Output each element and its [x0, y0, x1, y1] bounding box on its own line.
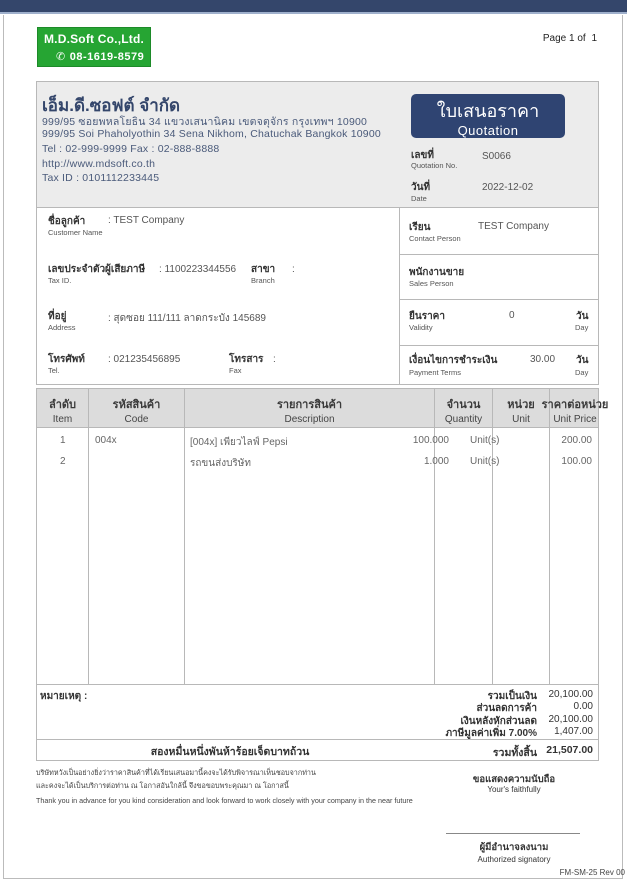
form-code: FM-SM-25 Rev 00 [559, 868, 625, 877]
company-tax-id: Tax ID : 0101112233445 [42, 172, 160, 184]
terms-unit: วัน [576, 355, 589, 366]
col-header-item-en: Item [52, 414, 73, 425]
signatory-th: ผู้มีอำนาจลงนาม [479, 842, 549, 853]
customer-name-label-en: Customer Name [48, 228, 103, 237]
company-website: http://www.mdsoft.co.th [42, 158, 156, 170]
row2-description: รถขนส่งบริษัท [190, 458, 251, 469]
col-header-price-th: ราคาต่อหน่วย [541, 399, 609, 411]
row2-item: 2 [60, 456, 66, 467]
page-label: Page 1 of [542, 33, 586, 44]
fax-label-en: Fax [229, 366, 242, 375]
customer-branch: : [292, 264, 295, 275]
address-label-en: Address [48, 323, 76, 332]
vat-label: ภาษีมูลค่าเพิ่ม 7.00% [445, 728, 537, 739]
row1-unit: Unit(s) [470, 435, 500, 446]
col-header-item-th: ลำดับ [48, 399, 77, 411]
remark-label: หมายเหตุ : [40, 691, 88, 702]
sales-label: พนักงานขาย [409, 267, 465, 278]
col-header-unit-price [541, 389, 609, 429]
validity-unit-en: Day [575, 323, 589, 332]
items-table-body [36, 427, 599, 685]
customer-tel: : 021235456895 [108, 354, 181, 365]
col-header-description [185, 389, 435, 429]
date-label-en: Date [411, 194, 427, 203]
row1-description: [004x] เพียวไลฟ์ Pepsi [190, 437, 288, 448]
after-discount-label: เงินหลังหักส่วนลด [460, 716, 537, 727]
col-header-qty-th: จำนวน [446, 399, 481, 411]
terms-label-en: Payment Terms [409, 368, 461, 377]
row1-price: 200.00 [561, 435, 592, 446]
sales-label-en: Sales Person [409, 279, 454, 288]
logo-phone [56, 50, 144, 63]
quotation-no-label: เลขที่ [411, 150, 434, 161]
col-header-desc-en: Description [284, 414, 335, 425]
terms-value: 30.00 [530, 354, 556, 365]
branch-label-en: Branch [251, 276, 275, 285]
col-code [89, 428, 185, 684]
closing-en: Your's faithfully [487, 785, 541, 794]
footer-note-en: Thank you in advance for you kind consideration and look forward to work closely with your company in the near future [36, 796, 413, 805]
grand-total-value: 21,507.00 [546, 744, 593, 756]
company-logo [37, 27, 151, 67]
col-header-code [89, 389, 185, 429]
page-total: 1 [591, 33, 597, 44]
row1-code: 004x [95, 435, 117, 446]
footer-note-th-1: บริษัทหวังเป็นอย่างยิ่งว่าราคาสินค้าที่ได้เรียนเสนอมานี้คงจะได้รับพิจารณาเห็นชอบจากท่าน [36, 768, 316, 777]
branch-label: สาขา [251, 264, 276, 275]
contact-label: เรียน [409, 222, 431, 233]
badge-title-en: Quotation [457, 123, 519, 138]
discount-value: 0.00 [573, 701, 593, 712]
vat-value: 1,407.00 [554, 726, 593, 737]
col-header-code-th: รหัสสินค้า [112, 399, 161, 411]
quotation-badge [411, 94, 565, 138]
row1-quantity: 100.000 [412, 435, 449, 446]
page-indicator [540, 33, 597, 44]
validity-value: 0 [509, 310, 515, 321]
after-discount-value: 20,100.00 [548, 714, 593, 725]
col-header-price-en: Unit Price [553, 414, 597, 425]
subtotal-value: 20,100.00 [548, 689, 593, 700]
closing-th: ขอแสดงความนับถือ [472, 774, 556, 785]
badge-title-th: ใบเสนอราคา [436, 101, 540, 121]
terms-unit-en: Day [575, 368, 589, 377]
discount-label: ส่วนลดการค้า [476, 703, 537, 714]
date-label: วันที่ [411, 182, 431, 193]
col-header-quantity [435, 389, 493, 429]
tax-id-label-en: Tax ID. [48, 276, 72, 285]
col-header-unit-en: Unit [512, 414, 530, 425]
customer-name-label: ชื่อลูกค้า [48, 216, 86, 227]
customer-tax-id: : 1100223344556 [159, 264, 237, 275]
fax-label: โทรสาร [229, 354, 264, 365]
row2-unit: Unit(s) [470, 456, 500, 467]
validity-label: ยืนราคา [409, 311, 445, 322]
row2-price: 100.00 [561, 456, 592, 467]
customer-fax: : [273, 354, 276, 365]
col-header-desc-th: รายการสินค้า [276, 399, 343, 411]
row1-item: 1 [60, 435, 66, 446]
signatory-en: Authorized signatory [477, 855, 551, 864]
total-in-words: สองหมื่นหนึ่งพันห้าร้อยเจ็ดบาทถ้วน [150, 746, 310, 758]
quotation-no-label-en: Quotation No. [411, 161, 458, 170]
company-address-th: 999/95 ซอยพหลโยธิน 34 แขวงเสนานิคม เขตจตุจักร กรุงเทพฯ 10900 [42, 116, 368, 128]
grand-total-label: รวมทั้งสิ้น [492, 747, 537, 759]
phone-icon: ✆ [56, 51, 66, 63]
subtotal-label: รวมเป็นเงิน [487, 691, 537, 702]
customer-name: : TEST Company [108, 215, 185, 226]
col-unit [493, 428, 550, 684]
contact-person: TEST Company [478, 221, 549, 232]
company-name: เอ็ม.ดี.ซอฟต์ จำกัด [42, 96, 181, 115]
validity-unit: วัน [576, 311, 589, 322]
company-address-en: 999/95 Soi Phaholyothin 34 Sena Nikhom, Chatuchak Bangkok 10900 [42, 128, 381, 140]
col-header-item [37, 389, 89, 429]
company-tel-fax: Tel : 02-999-9999 Fax : 02-888-8888 [42, 143, 220, 155]
terms-label: เงื่อนไขการชำระเงิน [409, 355, 498, 366]
tel-label: โทรศัพท์ [48, 354, 85, 365]
address-label: ที่อยู่ [48, 311, 67, 322]
tel-label-en: Tel. [48, 366, 60, 375]
logo-name: M.D.Soft Co.,Ltd. [43, 32, 145, 46]
col-header-qty-en: Quantity [444, 414, 483, 425]
validity-label-en: Validity [409, 323, 433, 332]
quotation-no: S0066 [482, 151, 511, 162]
signature-line [446, 833, 580, 834]
top-bar [0, 0, 627, 14]
quotation-date: 2022-12-02 [482, 182, 534, 193]
row2-quantity: 1.000 [423, 456, 449, 467]
tax-id-label: เลขประจำตัวผู้เสียภาษี [48, 264, 146, 275]
items-table-header [36, 388, 609, 428]
col-header-code-en: Code [124, 414, 149, 425]
footer-note-th-2: และคงจะได้เป็นบริการต่อท่าน ณ โอกาสอันใกล้นี้ จึงขอขอบพระคุณมา ณ โอกาสนี้ [36, 781, 289, 790]
logo-phone-number: 08-1619-8579 [69, 51, 145, 63]
contact-label-en: Contact Person [409, 234, 461, 243]
col-header-unit-th: หน่วย [507, 399, 535, 411]
customer-address: : สุดซอย 111/111 ลาดกระบัง 145689 [108, 313, 266, 324]
